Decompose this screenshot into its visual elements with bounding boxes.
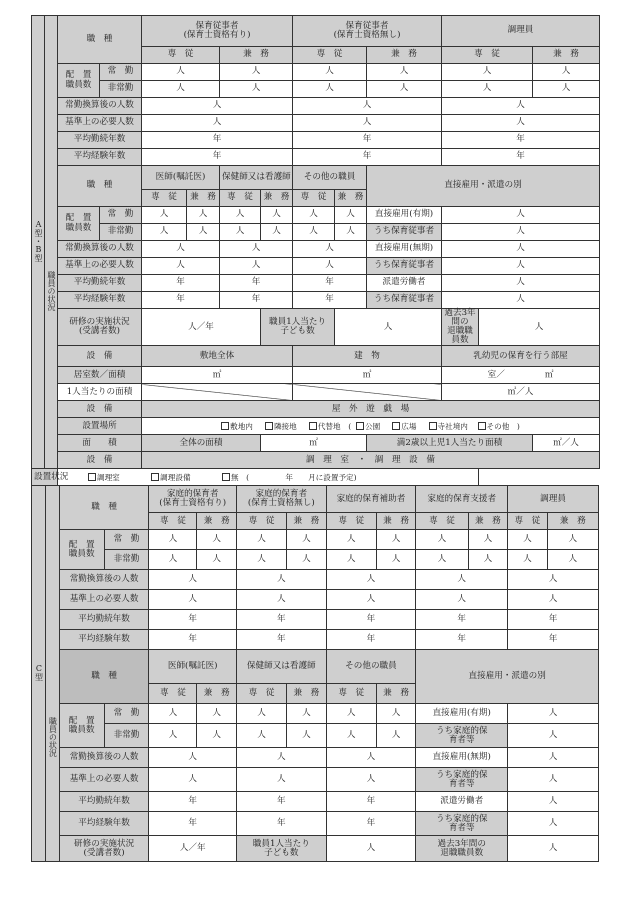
- input-cell[interactable]: 人: [442, 64, 533, 81]
- input-cell[interactable]: 人／年: [149, 836, 237, 862]
- keiken-label: 平均経験年数: [59, 812, 149, 836]
- of-which-family-caregiver-label: うち家庭的保 育者等: [416, 768, 508, 792]
- input-cell[interactable]: 年: [236, 812, 326, 836]
- kinzoku-label: 平均勤続年数: [58, 275, 142, 292]
- sen-header: 専 従: [142, 47, 220, 64]
- kijun-label: 基準上の必要人数: [59, 768, 149, 792]
- input-cell[interactable]: 年: [508, 610, 599, 630]
- input-cell[interactable]: 人: [261, 207, 293, 224]
- input-cell[interactable]: 人: [376, 530, 416, 550]
- kinzoku-label: 平均勤続年数: [59, 792, 149, 812]
- kijun-label: 基準上の必要人数: [58, 258, 142, 275]
- children-per-staff-label: 職員1人当たり 子ども数: [236, 836, 326, 862]
- input-cell[interactable]: 人: [442, 207, 600, 224]
- area-label: 面 積: [58, 435, 142, 452]
- of-which-hoiku-label: うち保育従事者: [367, 292, 442, 309]
- input-cell[interactable]: 人: [142, 241, 220, 258]
- sen-header: 専 従: [293, 47, 367, 64]
- col-nurse: 保健師又は看護師: [220, 166, 293, 190]
- ken-header: 兼 務: [197, 684, 237, 704]
- input-cell[interactable]: 人: [149, 530, 197, 550]
- input-cell[interactable]: ㎡: [142, 367, 293, 384]
- kitchen-header: 調 理 室 ・ 調 理 設 備: [142, 452, 600, 469]
- input-cell[interactable]: 人: [335, 309, 442, 346]
- haichi-label: 配 置 職員数: [58, 64, 100, 98]
- input-cell[interactable]: 室／ ㎡: [442, 367, 600, 384]
- input-cell[interactable]: 人: [142, 115, 293, 132]
- input-cell[interactable]: 人: [326, 570, 416, 590]
- input-cell[interactable]: 人: [220, 241, 293, 258]
- input-cell[interactable]: 人: [220, 81, 293, 98]
- input-cell[interactable]: 人: [149, 724, 197, 748]
- input-cell[interactable]: ㎡: [261, 435, 367, 452]
- option-label: 敷地内: [230, 421, 253, 431]
- resigned-staff-label: 過去3年間の 退職職員数: [442, 309, 479, 346]
- input-cell[interactable]: 人: [142, 64, 220, 81]
- input-cell[interactable]: 人: [220, 64, 293, 81]
- hijokin-label: 非常勤: [100, 81, 142, 98]
- ab-section-label: 職員の状況: [45, 16, 58, 469]
- input-cell[interactable]: 人: [416, 570, 508, 590]
- input-cell[interactable]: 人: [236, 530, 286, 550]
- input-cell[interactable]: 人: [376, 724, 416, 748]
- sen-header: 専 従: [236, 513, 286, 530]
- input-cell[interactable]: 人: [468, 530, 508, 550]
- ab-col-hoiku-qualified: 保育従事者 (保育士資格有り): [142, 16, 293, 47]
- input-cell[interactable]: 人: [508, 704, 599, 724]
- ab-staff-table: [31, 15, 600, 486]
- direct-fixed-term-label: 直接雇用(有期): [416, 704, 508, 724]
- col-family-caregiver-qualified: 家庭的保育者 (保育士資格有り): [149, 486, 237, 513]
- diagonal-blank: [142, 384, 293, 401]
- col-nursery-room: 乳幼児の保育を行う部屋: [442, 346, 600, 367]
- input-cell[interactable]: 人: [367, 64, 442, 81]
- col-site-total: 敷地全体: [142, 346, 293, 367]
- planned-date-label: 年 月に設置予定): [285, 472, 357, 482]
- jokin-label: 常 勤: [104, 530, 149, 550]
- haichi-label: 配 置 職員数: [59, 530, 104, 570]
- sen-header: 専 従: [326, 513, 376, 530]
- input-cell[interactable]: 人: [197, 704, 237, 724]
- input-cell[interactable]: 年: [220, 292, 293, 309]
- input-cell[interactable]: 人: [220, 224, 261, 241]
- checkbox[interactable]: [392, 422, 400, 430]
- input-cell[interactable]: 人: [508, 812, 599, 836]
- input-cell[interactable]: 年: [236, 610, 326, 630]
- jokin-label: 常 勤: [100, 207, 142, 224]
- input-cell[interactable]: 人: [187, 224, 220, 241]
- input-cell[interactable]: 人: [293, 64, 367, 81]
- input-cell[interactable]: 人: [367, 81, 442, 98]
- kijun-label: 基準上の必要人数: [58, 115, 142, 132]
- input-cell[interactable]: 人: [293, 258, 367, 275]
- resigned-staff-label: 過去3年間の 退職職員数: [416, 836, 508, 862]
- checkbox[interactable]: [429, 422, 437, 430]
- ken-header: 兼 務: [547, 513, 598, 530]
- col-cook: 調理員: [508, 486, 599, 513]
- input-cell[interactable]: 人: [508, 530, 548, 550]
- input-cell[interactable]: 人: [149, 768, 237, 792]
- input-cell[interactable]: 人: [416, 530, 468, 550]
- dispatch-label: 派遣労働者: [367, 275, 442, 292]
- training-label: 研修の実施状況 (受講者数): [58, 309, 142, 346]
- staff-facility-form: [31, 15, 599, 862]
- input-cell[interactable]: 人: [236, 748, 326, 768]
- input-cell[interactable]: ㎡／人: [533, 435, 600, 452]
- input-cell[interactable]: 年: [149, 812, 237, 836]
- input-cell[interactable]: 人: [442, 115, 600, 132]
- input-cell[interactable]: 人／年: [142, 309, 261, 346]
- col-employment-type: 直接雇用・派遣の別: [367, 166, 600, 207]
- facility-header: 設 備: [58, 452, 142, 469]
- input-cell[interactable]: 人: [416, 590, 508, 610]
- input-cell[interactable]: 人: [547, 550, 598, 570]
- input-cell[interactable]: 年: [508, 630, 599, 650]
- input-cell[interactable]: 年: [293, 132, 442, 149]
- input-cell[interactable]: 人: [416, 550, 468, 570]
- input-cell[interactable]: 人: [326, 704, 376, 724]
- input-cell[interactable]: ㎡／人: [442, 384, 600, 401]
- ken-header: 兼 務: [335, 190, 367, 207]
- input-cell[interactable]: 人: [326, 530, 376, 550]
- input-cell[interactable]: 人: [293, 224, 335, 241]
- col-family-caregiver-unqualified: 家庭的保育者 (保育士資格無し): [236, 486, 326, 513]
- type-c-label: C型: [32, 486, 46, 862]
- sen-header: 専 従: [508, 513, 548, 530]
- input-cell[interactable]: 人: [197, 530, 237, 550]
- input-cell[interactable]: 人: [533, 81, 600, 98]
- direct-permanent-label: 直接雇用(無期): [367, 241, 442, 258]
- input-cell[interactable]: 人: [236, 570, 326, 590]
- kanzan-label: 常勤換算後の人数: [59, 570, 149, 590]
- ken-header: 兼 務: [220, 47, 293, 64]
- ken-header: 兼 務: [197, 513, 237, 530]
- training-label: 研修の実施状況 (受講者数): [59, 836, 149, 862]
- facility-header: 設 備: [58, 346, 142, 367]
- input-cell[interactable]: 人: [236, 704, 286, 724]
- input-cell[interactable]: 年: [236, 792, 326, 812]
- outdoor-playground-header: 屋 外 遊 戯 場: [142, 401, 600, 418]
- sen-header: 専 従: [236, 684, 286, 704]
- input-cell[interactable]: 年: [416, 610, 508, 630]
- input-cell[interactable]: 人: [508, 590, 599, 610]
- option-label: その他 ): [486, 421, 520, 431]
- option-label: 隣接地: [273, 421, 297, 431]
- input-cell[interactable]: 人: [142, 207, 187, 224]
- ken-header: 兼 務: [287, 684, 327, 704]
- type-ab-label: A型・B型: [32, 16, 45, 469]
- col-doctor: 医師(嘱託医): [142, 166, 220, 190]
- kanzan-label: 常勤換算後の人数: [58, 98, 142, 115]
- input-cell[interactable]: 人: [236, 724, 286, 748]
- input-cell[interactable]: 人: [442, 241, 600, 258]
- input-cell[interactable]: 人: [508, 768, 599, 792]
- input-cell[interactable]: 人: [149, 748, 237, 768]
- area-per-person-label: 1人当たりの面積: [58, 384, 142, 401]
- input-cell[interactable]: 年: [149, 792, 237, 812]
- option-label: 無 (: [230, 472, 250, 482]
- ab-kind-header: 職 種: [58, 16, 142, 64]
- over2-area-label: 満2歳以上児1人当たり面積: [367, 435, 533, 452]
- sen-header: 専 従: [142, 190, 187, 207]
- checkbox[interactable]: [221, 422, 229, 430]
- input-cell[interactable]: 人: [220, 258, 293, 275]
- of-which-family-caregiver-label: うち家庭的保 育者等: [416, 812, 508, 836]
- input-cell[interactable]: 人: [508, 836, 599, 862]
- input-cell[interactable]: 人: [376, 704, 416, 724]
- col-family-assistant: 家庭的保育補助者: [326, 486, 416, 513]
- input-cell[interactable]: 人: [508, 748, 599, 768]
- input-cell[interactable]: 人: [149, 590, 237, 610]
- direct-fixed-term-label: 直接雇用(有期): [367, 207, 442, 224]
- ken-header: 兼 務: [376, 513, 416, 530]
- keiken-label: 平均経験年数: [59, 630, 149, 650]
- input-cell[interactable]: 人: [149, 550, 197, 570]
- input-cell[interactable]: 年: [236, 630, 326, 650]
- input-cell[interactable]: 人: [442, 98, 600, 115]
- input-cell[interactable]: 人: [335, 224, 367, 241]
- ken-header: 兼 務: [468, 513, 508, 530]
- input-cell[interactable]: 人: [547, 530, 598, 550]
- input-cell[interactable]: 年: [220, 275, 293, 292]
- checkbox[interactable]: [309, 422, 317, 430]
- input-cell[interactable]: 人: [149, 704, 197, 724]
- sen-header: 専 従: [416, 513, 468, 530]
- input-cell[interactable]: 人: [326, 590, 416, 610]
- checkbox[interactable]: [478, 422, 486, 430]
- of-which-hoiku-label: うち保育従事者: [367, 224, 442, 241]
- ken-header: 兼 務: [367, 47, 442, 64]
- location-label: 設置場所: [58, 418, 142, 435]
- option-label: 代替地 (: [317, 421, 352, 431]
- sen-header: 専 従: [293, 190, 335, 207]
- sen-header: 専 従: [220, 190, 261, 207]
- sen-header: 専 従: [442, 47, 533, 64]
- ab-kind-header-2: 職 種: [58, 166, 142, 207]
- input-cell[interactable]: 人: [508, 724, 599, 748]
- hijokin-label: 非常勤: [104, 724, 149, 748]
- input-cell[interactable]: 人: [376, 550, 416, 570]
- ab-col-cook: 調理員: [442, 16, 600, 47]
- input-cell[interactable]: 人: [142, 224, 187, 241]
- c-staff-table: [31, 485, 599, 862]
- input-cell[interactable]: 人: [326, 550, 376, 570]
- input-cell[interactable]: 人: [479, 309, 600, 346]
- input-cell[interactable]: 人: [287, 704, 327, 724]
- input-cell[interactable]: 年: [442, 149, 600, 166]
- col-other-staff: その他の職員: [293, 166, 367, 190]
- input-cell[interactable]: 人: [142, 81, 220, 98]
- input-cell[interactable]: 年: [416, 630, 508, 650]
- col-family-supporter: 家庭的保育支援者: [416, 486, 508, 513]
- input-cell[interactable]: 人: [236, 550, 286, 570]
- input-cell[interactable]: 人: [142, 258, 220, 275]
- c-kind-header-2: 職 種: [59, 650, 149, 704]
- input-cell[interactable]: ㎡: [293, 367, 442, 384]
- children-per-staff-label: 職員1人当たり 子ども数: [261, 309, 335, 346]
- input-cell[interactable]: 年: [142, 149, 293, 166]
- input-cell[interactable]: 人: [236, 590, 326, 610]
- checkbox[interactable]: [265, 422, 273, 430]
- input-cell[interactable]: 年: [142, 292, 220, 309]
- input-cell[interactable]: 人: [293, 207, 335, 224]
- checkbox[interactable]: [222, 473, 230, 481]
- jokin-label: 常 勤: [100, 64, 142, 81]
- haichi-label: 配 置 職員数: [58, 207, 100, 241]
- input-cell[interactable]: 人: [442, 224, 600, 241]
- input-cell[interactable]: 年: [326, 792, 416, 812]
- input-cell[interactable]: 人: [142, 98, 293, 115]
- input-cell[interactable]: 人: [293, 98, 442, 115]
- input-cell[interactable]: 人: [533, 64, 600, 81]
- input-cell[interactable]: 年: [293, 275, 367, 292]
- input-cell[interactable]: 人: [149, 570, 237, 590]
- ken-header: 兼 務: [261, 190, 293, 207]
- c-section-label: 職員の状況: [45, 486, 59, 862]
- facility-header: 設 備: [58, 401, 142, 418]
- input-cell[interactable]: 人: [326, 748, 416, 768]
- input-cell[interactable]: 年: [142, 275, 220, 292]
- input-cell[interactable]: 人: [326, 836, 416, 862]
- input-cell[interactable]: 年: [326, 812, 416, 836]
- input-cell[interactable]: 人: [220, 207, 261, 224]
- input-cell[interactable]: 人: [197, 724, 237, 748]
- haichi-label: 配 置 職員数: [59, 704, 104, 748]
- input-cell[interactable]: 人: [197, 550, 237, 570]
- total-area-label: 全体の面積: [142, 435, 261, 452]
- input-cell[interactable]: 人: [442, 81, 533, 98]
- of-which-hoiku-label: うち保育従事者: [367, 258, 442, 275]
- kinzoku-label: 平均勤続年数: [59, 610, 149, 630]
- ken-header: 兼 務: [533, 47, 600, 64]
- input-cell[interactable]: 人: [287, 724, 327, 748]
- ken-header: 兼 務: [376, 684, 416, 704]
- input-cell[interactable]: 人: [236, 768, 326, 792]
- kijun-label: 基準上の必要人数: [59, 590, 149, 610]
- ab-col-hoiku-unqualified: 保育従事者 (保育士資格無し): [293, 16, 442, 47]
- input-cell[interactable]: 人: [326, 724, 376, 748]
- hijokin-label: 非常勤: [104, 550, 149, 570]
- sen-header: 専 従: [326, 684, 376, 704]
- option-label: 広場: [401, 421, 417, 431]
- input-cell[interactable]: 人: [508, 792, 599, 812]
- input-cell[interactable]: 人: [293, 81, 367, 98]
- input-cell[interactable]: 人: [326, 768, 416, 792]
- sen-header: 専 従: [149, 684, 197, 704]
- input-cell[interactable]: 年: [293, 292, 367, 309]
- ken-header: 兼 務: [187, 190, 220, 207]
- jokin-label: 常 勤: [104, 704, 149, 724]
- option-label: 公園: [365, 421, 381, 431]
- sen-header: 専 従: [149, 513, 197, 530]
- of-which-family-caregiver-label: うち家庭的保 育者等: [416, 724, 508, 748]
- diagonal-blank: [293, 384, 442, 401]
- ken-header: 兼 務: [287, 513, 327, 530]
- input-cell[interactable]: 年: [142, 132, 293, 149]
- input-cell[interactable]: 人: [442, 258, 600, 275]
- input-cell[interactable]: 人: [508, 550, 548, 570]
- kanzan-label: 常勤換算後の人数: [58, 241, 142, 258]
- input-cell[interactable]: 年: [442, 132, 600, 149]
- input-cell[interactable]: 人: [442, 275, 600, 292]
- option-label: 調理室: [97, 472, 120, 482]
- col-employment-type: 直接雇用・派遣の別: [416, 650, 599, 704]
- input-cell[interactable]: 年: [293, 149, 442, 166]
- col-building: 建 物: [293, 346, 442, 367]
- input-cell[interactable]: 人: [293, 115, 442, 132]
- option-label: 調理設備: [160, 472, 191, 482]
- input-cell[interactable]: 年: [149, 610, 237, 630]
- input-cell[interactable]: 年: [326, 610, 416, 630]
- c-kind-header: 職 種: [59, 486, 149, 530]
- col-doctor: 医師(嘱託医): [149, 650, 237, 684]
- input-cell[interactable]: 人: [287, 530, 327, 550]
- input-cell[interactable]: 人: [287, 550, 327, 570]
- keiken-label: 平均経験年数: [58, 292, 142, 309]
- hijokin-label: 非常勤: [100, 224, 142, 241]
- input-cell[interactable]: 人: [187, 207, 220, 224]
- kinzoku-label: 平均勤続年数: [58, 132, 142, 149]
- install-status-label: 設置状況: [32, 469, 58, 486]
- col-nurse: 保健師又は看護師: [236, 650, 326, 684]
- dispatch-label: 派遣労働者: [416, 792, 508, 812]
- install-status-options[interactable]: [58, 469, 479, 486]
- input-cell[interactable]: 人: [335, 207, 367, 224]
- col-other-staff: その他の職員: [326, 650, 416, 684]
- input-cell[interactable]: 年: [149, 630, 237, 650]
- input-cell[interactable]: 年: [326, 630, 416, 650]
- checkbox[interactable]: [151, 473, 159, 481]
- location-options[interactable]: [142, 418, 600, 435]
- input-cell[interactable]: 人: [261, 224, 293, 241]
- input-cell[interactable]: 人: [468, 550, 508, 570]
- checkbox[interactable]: [88, 473, 96, 481]
- option-label: 寺社境内: [437, 421, 468, 431]
- input-cell[interactable]: 人: [508, 570, 599, 590]
- direct-permanent-label: 直接雇用(無期): [416, 748, 508, 768]
- checkbox[interactable]: [356, 422, 364, 430]
- kanzan-label: 常勤換算後の人数: [59, 748, 149, 768]
- rooms-area-label: 居室数／面積: [58, 367, 142, 384]
- keiken-label: 平均経験年数: [58, 149, 142, 166]
- input-cell[interactable]: 人: [442, 292, 600, 309]
- input-cell[interactable]: 人: [293, 241, 367, 258]
